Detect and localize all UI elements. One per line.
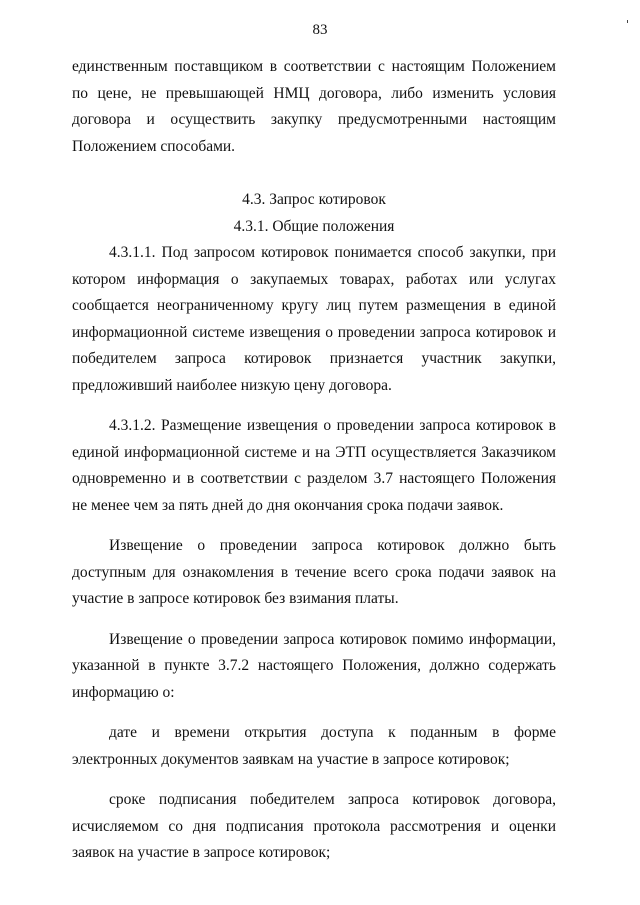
list-item-signing-term: сроке подписания победителем запроса котировок договора, исчисляемом со дня подписания протокола рассмотрения и оценки заявок на участие в запросе котировок; xyxy=(72,791,556,861)
paragraph-4-3-1-2: 4.3.1.2. Размещение извещения о проведении запроса котировок в единой информационной системе и на ЭТП осуществляется Заказчиком одновременно и в соответствии с разделом 3.7 настоящего Положения не менее чем за пять дней до дня окончания срока подачи заявок. xyxy=(72,417,556,514)
page-number: 83 xyxy=(312,22,328,38)
paragraph-4-3-1-1: 4.3.1.1. Под запросом котировок понимается способ закупки, при котором информация о закупаемых товарах, работах или услугах сообщается неограниченному кругу лиц путем размещения в единой информационной системе извещения о проведении запроса котировок и победителем запроса котировок признается участник закупки, предложивший наиболее низкую цену договора. xyxy=(72,244,556,394)
paragraph-notice-contents: Извещение о проведении запроса котировок помимо информации, указанной в пункте 3.7.2 настоящего Положения, должно содержать информацию о: xyxy=(72,630,556,701)
paragraph-notice-availability: Извещение о проведении запроса котировок должно быть доступным для ознакомления в течение всего срока подачи заявок на участие в запросе котировок без взимания платы. xyxy=(72,537,556,607)
document-body xyxy=(72,54,556,867)
section-spacer xyxy=(72,160,556,187)
list-item-access-date: дате и времени открытия доступа к поданным в форме электронных документов заявкам на участие в запросе котировок; xyxy=(72,724,556,768)
subsection-heading: 4.3.1. Общие положения xyxy=(233,217,395,235)
paragraph-continuation: единственным поставщиком в соответствии с настоящим Положением по цене, не превышающей НМЦ договора, либо изменить условия договора и осуществить закупку предусмотренными настоящим Положением способами. xyxy=(72,58,556,155)
section-heading: 4.3. Запрос котировок xyxy=(242,191,386,208)
